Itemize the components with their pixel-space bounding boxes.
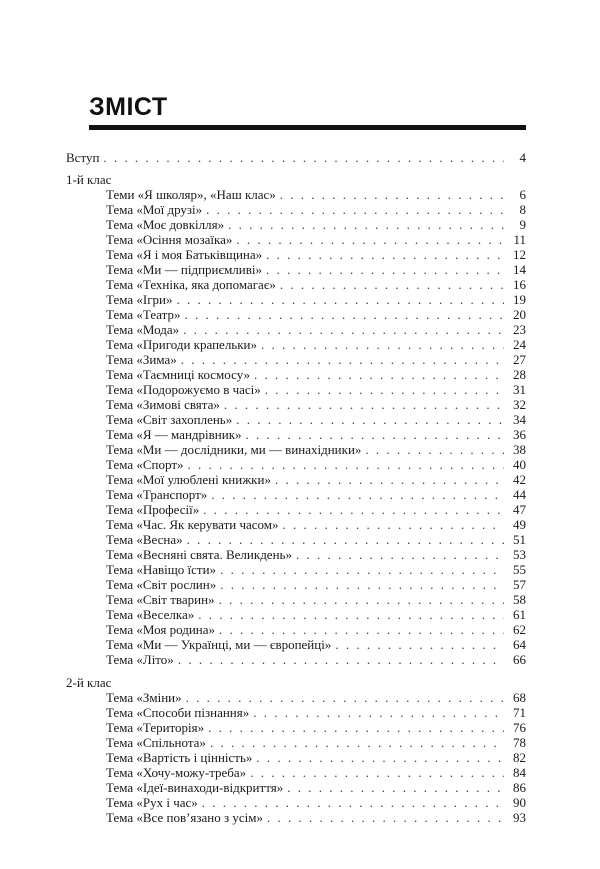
toc-entry[interactable] [66, 277, 526, 292]
toc-entry[interactable] [66, 592, 526, 607]
toc-entry-page: 14 [513, 262, 526, 277]
dot-leader [275, 472, 504, 487]
toc-entry-label: Тема «Ми — підприємливі» [106, 262, 262, 277]
toc-entry-page: 47 [513, 502, 526, 517]
dot-leader [280, 187, 504, 202]
toc-entry-label: Тема «Все пов’язано з усім» [106, 810, 264, 825]
toc-sections [66, 172, 526, 825]
toc-entry-label: Тема «Рух і час» [106, 795, 198, 810]
toc-entry-label: Тема «Хочу-можу-треба» [106, 765, 247, 780]
toc-entry-label: Тема «Світ рослин» [106, 577, 217, 592]
dot-leader [266, 247, 504, 262]
toc-entry[interactable] [66, 457, 526, 472]
toc-entry-page: 40 [513, 457, 526, 472]
dot-leader [219, 622, 504, 637]
toc-entry-label: Теми «Я школяр», «Наш клас» [106, 187, 276, 202]
toc-entry[interactable] [66, 442, 526, 457]
toc-entry[interactable] [66, 765, 526, 780]
dot-leader [280, 277, 504, 292]
toc-entry[interactable] [66, 337, 526, 352]
toc-entry-page: 53 [513, 547, 526, 562]
toc-entry-page: 42 [513, 472, 526, 487]
toc-entry-page: 61 [513, 607, 526, 622]
toc-entry-page: 32 [513, 397, 526, 412]
dot-leader [103, 150, 504, 165]
toc-entry-page: 16 [513, 277, 526, 292]
toc-entry-label: Тема «Час. Як керувати часом» [106, 517, 279, 532]
toc-entry-page: 51 [513, 532, 526, 547]
toc-entry-label: Тема «Зміни» [106, 690, 182, 705]
toc-entry-page: 24 [513, 337, 526, 352]
toc-entry-label: Тема «Способи пізнання» [106, 705, 250, 720]
toc-entry-label: Тема «Мода» [106, 322, 180, 337]
dot-leader [202, 795, 504, 810]
toc-entry-label: Тема «Ігри» [106, 292, 173, 307]
toc-entry-page: 23 [513, 322, 526, 337]
dot-leader [186, 690, 504, 705]
toc-entry-label: Тема «Професії» [106, 502, 200, 517]
toc-entry[interactable] [66, 352, 526, 367]
toc-entry[interactable] [66, 637, 526, 652]
toc-entry[interactable] [66, 397, 526, 412]
toc-entry-label: Тема «Ми — дослідники, ми — винахідники» [106, 442, 362, 457]
toc-entry-page: 27 [513, 352, 526, 367]
toc-entry[interactable] [66, 705, 526, 720]
dot-leader [203, 502, 504, 517]
toc-entry-label: Тема «Транспорт» [106, 487, 208, 502]
toc-entry-label: Тема «Мої улюблені книжки» [106, 472, 271, 487]
page-title: ЗМІСТ [89, 93, 168, 121]
toc-entry-page: 71 [513, 705, 526, 720]
toc-entry-page: 28 [513, 367, 526, 382]
dot-leader [219, 592, 504, 607]
toc-entry-label: Тема «Таємниці космосу» [106, 367, 251, 382]
dot-leader [177, 292, 505, 307]
toc-entry[interactable] [66, 532, 526, 547]
toc-entry-page: 38 [513, 442, 526, 457]
dot-leader [283, 517, 504, 532]
toc-entry-page: 78 [513, 735, 526, 750]
dot-leader [187, 532, 504, 547]
dot-leader [198, 607, 504, 622]
toc-entry[interactable] [66, 382, 526, 397]
dot-leader [220, 577, 504, 592]
toc-entry-label: Тема «Навіщо їсти» [106, 562, 217, 577]
toc-entry-label: Тема «Ми — Українці, ми — європейці» [106, 637, 332, 652]
toc-entry[interactable] [66, 187, 526, 202]
toc-entry-label: Тема «Спорт» [106, 457, 184, 472]
section-heading: 1-й клас [66, 172, 112, 187]
toc-entry[interactable] [66, 810, 526, 825]
toc-entry[interactable] [66, 262, 526, 277]
toc-entry-page: 76 [513, 720, 526, 735]
dot-leader [178, 652, 504, 667]
dot-leader [181, 352, 504, 367]
toc-entry-page: 31 [513, 382, 526, 397]
dot-leader [261, 337, 504, 352]
toc-entry-label: Тема «Я — мандрівник» [106, 427, 242, 442]
toc-entry[interactable] [66, 322, 526, 337]
toc-entry-intro[interactable] [66, 150, 526, 165]
toc-entry[interactable] [66, 517, 526, 532]
toc-entry-label: Тема «Вартість і цінність» [106, 750, 253, 765]
toc-entry-page: 34 [513, 412, 526, 427]
toc-entry-label: Тема «Пригоди крапельки» [106, 337, 258, 352]
dot-leader [246, 427, 504, 442]
toc-entry[interactable] [66, 622, 526, 637]
dot-leader [335, 637, 504, 652]
dot-leader [206, 202, 504, 217]
toc-entry[interactable] [66, 232, 526, 247]
dot-leader [208, 720, 504, 735]
dot-leader [256, 750, 504, 765]
toc-entry[interactable] [66, 607, 526, 622]
toc-entry-page: 90 [513, 795, 526, 810]
toc-entry-page: 19 [513, 292, 526, 307]
toc-entry-label: Вступ [66, 150, 100, 165]
toc-entry-page: 8 [519, 202, 526, 217]
toc-entry-page: 55 [513, 562, 526, 577]
toc-entry-label: Тема «Зимові свята» [106, 397, 220, 412]
toc-entry-page: 6 [519, 187, 526, 202]
toc-entry-page: 57 [513, 577, 526, 592]
title-rule [89, 125, 526, 130]
toc-entry-label: Тема «Ідеї-винаходи-відкриття» [106, 780, 284, 795]
dot-leader [188, 457, 504, 472]
toc-entry[interactable] [66, 292, 526, 307]
toc-entry[interactable] [66, 202, 526, 217]
table-of-contents [66, 150, 526, 825]
toc-entry-page: 93 [513, 810, 526, 825]
dot-leader [253, 705, 504, 720]
dot-leader [185, 307, 504, 322]
dot-leader [266, 262, 504, 277]
toc-entry[interactable] [66, 577, 526, 592]
toc-entry-page: 49 [513, 517, 526, 532]
dot-leader [254, 367, 504, 382]
toc-entry[interactable] [66, 780, 526, 795]
toc-entry[interactable] [66, 247, 526, 262]
dot-leader [210, 735, 504, 750]
toc-entry-page: 44 [513, 487, 526, 502]
dot-leader [287, 780, 504, 795]
toc-entry[interactable] [66, 412, 526, 427]
dot-leader [224, 397, 504, 412]
dot-leader [236, 232, 504, 247]
toc-entry-label: Тема «Веселка» [106, 607, 195, 622]
toc-entry[interactable] [66, 487, 526, 502]
toc-entry[interactable] [66, 427, 526, 442]
toc-entry-label: Тема «Техніка, яка допомагає» [106, 277, 276, 292]
toc-entry[interactable] [66, 652, 526, 667]
toc-entry-page: 36 [513, 427, 526, 442]
toc-entry-page: 58 [513, 592, 526, 607]
toc-entry-label: Тема «Осіння мозаїка» [106, 232, 233, 247]
toc-entry-page: 12 [513, 247, 526, 262]
toc-entry-label: Тема «Весняні свята. Великдень» [106, 547, 292, 562]
toc-entry[interactable] [66, 307, 526, 322]
section-heading: 2-й клас [66, 675, 112, 690]
toc-entry[interactable] [66, 547, 526, 562]
toc-entry[interactable] [66, 502, 526, 517]
toc-entry-label: Тема «Моє довкілля» [106, 217, 225, 232]
dot-leader [250, 765, 504, 780]
toc-entry-page: 9 [519, 217, 526, 232]
toc-entry-page: 62 [513, 622, 526, 637]
toc-entry[interactable] [66, 735, 526, 750]
dot-leader [296, 547, 504, 562]
toc-entry-label: Тема «Світ тварин» [106, 592, 215, 607]
toc-entry[interactable] [66, 472, 526, 487]
dot-leader [228, 217, 504, 232]
toc-entry[interactable] [66, 795, 526, 810]
toc-entry-label: Тема «Весна» [106, 532, 183, 547]
toc-entry-label: Тема «Я і моя Батьківщина» [106, 247, 263, 262]
dot-leader [265, 382, 504, 397]
toc-entry-page: 4 [519, 150, 526, 165]
toc-entry-page: 11 [513, 232, 526, 247]
toc-entry-page: 68 [513, 690, 526, 705]
toc-entry-label: Тема «Моя родина» [106, 622, 216, 637]
dot-leader [267, 810, 504, 825]
toc-entry-page: 64 [513, 637, 526, 652]
toc-entry-page: 66 [513, 652, 526, 667]
toc-entry-page: 84 [513, 765, 526, 780]
dot-leader [220, 562, 504, 577]
toc-entry-label: Тема «Літо» [106, 652, 174, 667]
toc-entry-label: Тема «Театр» [106, 307, 181, 322]
dot-leader [183, 322, 504, 337]
toc-page [66, 92, 526, 825]
toc-entry-label: Тема «Подорожуємо в часі» [106, 382, 261, 397]
toc-entry-label: Тема «Мої друзі» [106, 202, 203, 217]
toc-entry[interactable] [66, 217, 526, 232]
toc-entry[interactable] [66, 690, 526, 705]
toc-entry[interactable] [66, 750, 526, 765]
toc-entry-label: Тема «Територія» [106, 720, 205, 735]
toc-entry-label: Тема «Зима» [106, 352, 177, 367]
toc-entry[interactable] [66, 367, 526, 382]
toc-entry-page: 86 [513, 780, 526, 795]
toc-entry-page: 20 [513, 307, 526, 322]
dot-leader [211, 487, 504, 502]
dot-leader [236, 412, 504, 427]
toc-entry-page: 82 [513, 750, 526, 765]
toc-entry-label: Тема «Спільнота» [106, 735, 206, 750]
toc-entry-label: Тема «Світ захоплень» [106, 412, 233, 427]
toc-entry[interactable] [66, 720, 526, 735]
dot-leader [365, 442, 504, 457]
toc-entry[interactable] [66, 562, 526, 577]
